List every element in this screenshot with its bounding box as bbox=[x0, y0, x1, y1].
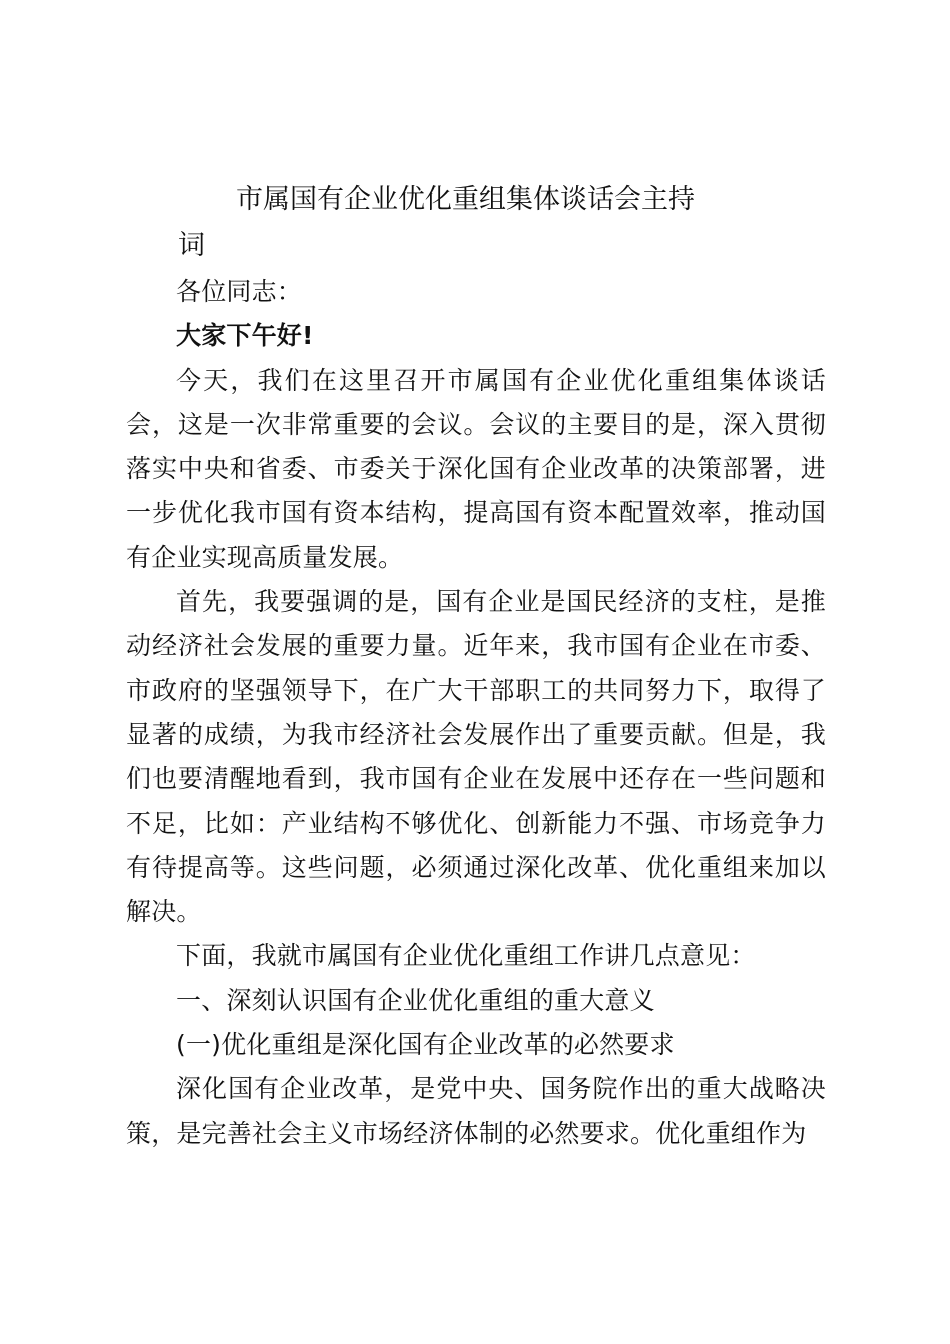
paragraph-reform: 深化国有企业改革，是党中央、国务院作出的重大战略决策，是完善社会主义市场经济体制的必然要求。优化重组作为 bbox=[126, 1074, 826, 1148]
paragraph-intro: 今天，我们在这里召开市属国有企业优化重组集体谈话会，这是一次非常重要的会议。会议的主要目的是，深入贯彻落实中央和省委、市委关于深化国有企业改革的决策部署，进一步优化我市国有资本结构，提高国有资本配置效率，推动国有企业实现高质量发展。 bbox=[126, 365, 826, 572]
salutation: 各位同志： bbox=[176, 277, 303, 306]
paragraph-opinions-intro: 下面，我就市属国有企业优化重组工作讲几点意见： bbox=[176, 941, 756, 971]
subsection-heading: (一)优化重组是深化国有企业改革的必然要求 bbox=[176, 1030, 675, 1060]
document-body bbox=[126, 270, 826, 1156]
section-heading: 一、深刻认识国有企业优化重组的重大意义 bbox=[176, 985, 655, 1015]
document-title-continuation: 词 bbox=[178, 230, 205, 261]
greeting: 大家下午好! bbox=[176, 321, 314, 351]
document-title: 市属国有企业优化重组集体谈话会主持 bbox=[236, 184, 695, 215]
paragraph-first-point: 首先，我要强调的是，国有企业是国民经济的支柱，是推动经济社会发展的重要力量。近年来，我市国有企业在市委、市政府的坚强领导下，在广大干部职工的共同努力下，取得了显著的成绩，为我市经济社会发展作出了重要贡献。但是，我们也要清醒地看到，我市国有企业在发展中还存在一些问题和不足，比如：产业结构不够优化、创新能力不强、市场竞争力有待提高等。这些问题，必须通过深化改革、优化重组来加以解决。 bbox=[126, 587, 826, 927]
